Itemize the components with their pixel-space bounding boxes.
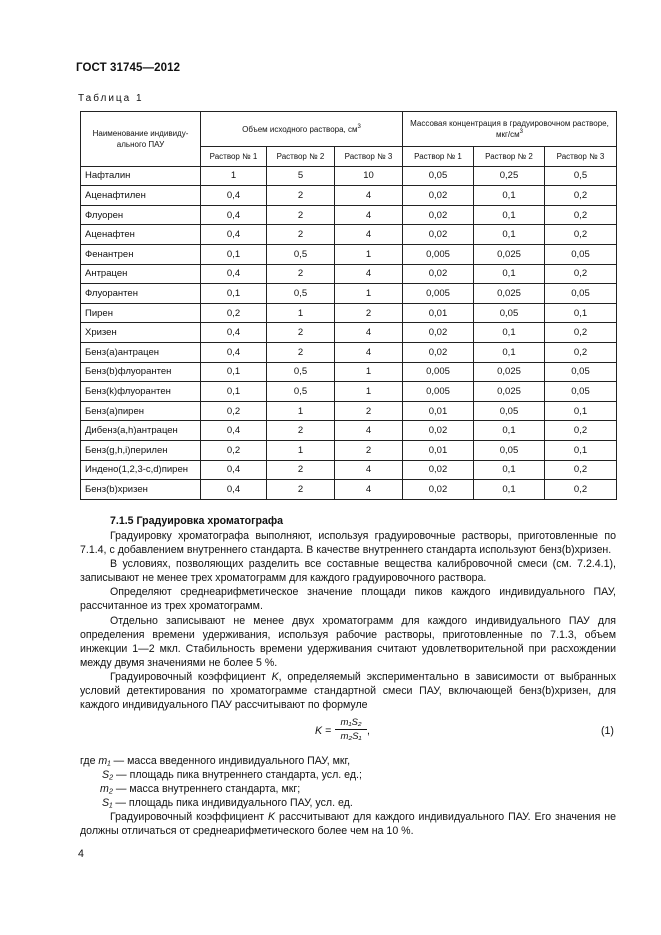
final-paragraph-symbol: K [268,811,276,823]
cell-volume-solution-3: 4 [335,264,403,284]
where-symbol-m2: m₂ [100,783,113,796]
table-row [81,401,617,421]
cell-volume-solution-2: 0,5 [267,382,335,402]
cell-concentration-solution-2: 0,1 [474,323,545,343]
paragraph-average-peak-area: Определяют среднеарифметическое значение площади пиков каждого индивидуального ПАУ, рассчитанное из трех хроматограмм. [80,586,616,613]
cell-concentration-solution-3: 0,2 [545,342,617,362]
paragraph-retention-time: Отдельно записывают не менее двух хроматограмм для каждого индивидуального ПАУ для определения времени удерживания, используя рабочие растворы, приготовленные по 7.1.3, объем инжекции 1—2 мкл. Стабильность времени удерживания считают удовлетворительной при расхождении между двумя значениями не более 5 %. [80,614,616,669]
cell-concentration-solution-3: 0,05 [545,382,617,402]
paragraph-calibration-coefficient [80,670,616,712]
column-group-volume [201,112,403,147]
cell-volume-solution-2: 0,5 [267,244,335,264]
cell-pah-name: Нафталин [81,166,201,186]
table-body [81,166,617,499]
cell-volume-solution-2: 0,5 [267,284,335,304]
cell-volume-solution-2: 1 [267,401,335,421]
concentration-header-text: Массовая концентрация в градуировочном растворе, мкг/см [410,119,609,139]
cell-pah-name: Аценафтен [81,225,201,245]
cell-concentration-solution-2: 0,05 [474,303,545,323]
cell-concentration-solution-1: 0,01 [403,401,474,421]
calibration-solutions-table [80,111,617,500]
cell-concentration-solution-1: 0,005 [403,284,474,304]
cell-concentration-solution-2: 0,025 [474,284,545,304]
cell-concentration-solution-2: 0,1 [474,205,545,225]
cell-pah-name: Дибенз(а,h)антрацен [81,421,201,441]
cell-concentration-solution-3: 0,05 [545,244,617,264]
cell-concentration-solution-2: 0,1 [474,480,545,500]
coef-paragraph-end: , определяемый экспериментально в зависимости от выбранных условий детектирования по хроматограмме стандартной смеси ПАУ, включающей бенз(b)хризен, для каждого индивидуального ПАУ рассчитывают по формуле [80,670,616,712]
cell-volume-solution-3: 4 [335,225,403,245]
formula-number: (1) [601,725,614,737]
cell-concentration-solution-1: 0,02 [403,186,474,206]
cell-pah-name: Бенз(b)флуорантен [81,362,201,382]
section-body [80,529,616,712]
column-group-concentration [403,112,617,147]
cell-pah-name: Пирен [81,303,201,323]
cell-volume-solution-3: 1 [335,284,403,304]
section-heading: 7.1.5 Градуировка хроматографа [110,515,284,527]
cell-concentration-solution-3: 0,1 [545,401,617,421]
cell-pah-name: Бенз(а)пирен [81,401,201,421]
subheader-volume-solution-3: Раствор № 3 [335,147,403,167]
table-row [81,303,617,323]
cell-concentration-solution-1: 0,02 [403,323,474,343]
cell-concentration-solution-2: 0,1 [474,342,545,362]
cell-pah-name: Бенз(а)антрацен [81,342,201,362]
table-row [81,323,617,343]
cell-concentration-solution-2: 0,025 [474,382,545,402]
table-row [81,460,617,480]
cell-volume-solution-1: 0,1 [201,382,267,402]
cell-pah-name: Антрацен [81,264,201,284]
cell-volume-solution-2: 2 [267,264,335,284]
where-text-m2: — масса внутреннего стандарта, мкг; [112,783,301,796]
cell-volume-solution-3: 1 [335,244,403,264]
final-paragraph-end: рассчитывают для каждого индивидуального ПАУ. Его значения не должны отличаться от среднеарифметического более чем на 10 %. [80,811,616,838]
cell-volume-solution-2: 5 [267,166,335,186]
cell-concentration-solution-1: 0,02 [403,205,474,225]
cell-volume-solution-3: 4 [335,480,403,500]
cell-concentration-solution-1: 0,02 [403,264,474,284]
where-symbol-s1: S₁ [102,797,113,810]
cell-concentration-solution-2: 0,1 [474,186,545,206]
cell-concentration-solution-3: 0,1 [545,303,617,323]
cell-volume-solution-1: 0,4 [201,460,267,480]
table-row [81,362,617,382]
cell-pah-name: Индено(1,2,3-c,d)пирен [81,460,201,480]
formula-suffix: , [367,725,370,737]
table-row [81,440,617,460]
cell-pah-name: Хризен [81,323,201,343]
table-title: Таблица 1 [78,93,144,104]
cell-concentration-solution-3: 0,5 [545,166,617,186]
cell-concentration-solution-3: 0,05 [545,284,617,304]
cell-pah-name: Флуорен [81,205,201,225]
cell-pah-name: Бенз(g,h,i)перилен [81,440,201,460]
table-row [81,225,617,245]
where-symbol-s2: S₂ [102,769,114,782]
subheader-volume-solution-1: Раствор № 1 [201,147,267,167]
page-number: 4 [78,848,84,860]
cell-volume-solution-2: 1 [267,303,335,323]
where-text-s2: — площадь пика внутреннего стандарта, усл. ед.; [113,769,362,782]
cell-volume-solution-3: 4 [335,205,403,225]
paragraph-calibration-method: Градуировку хроматографа выполняют, используя градуировочные растворы, приготовленные по 7.1.4, с добавлением внутреннего стандарта. В качестве внутреннего стандарта используют бенз(b)хризен. [80,530,616,557]
cell-volume-solution-1: 0,2 [201,440,267,460]
cell-concentration-solution-1: 0,01 [403,440,474,460]
where-item-1 [80,754,362,768]
cell-volume-solution-1: 0,2 [201,303,267,323]
cell-concentration-solution-3: 0,2 [545,205,617,225]
cell-volume-solution-1: 0,1 [201,362,267,382]
cell-volume-solution-1: 0,1 [201,284,267,304]
cell-concentration-solution-1: 0,02 [403,342,474,362]
cell-concentration-solution-2: 0,1 [474,460,545,480]
cell-pah-name: Аценафтилен [81,186,201,206]
cell-pah-name: Бенз(k)флуорантен [81,382,201,402]
cell-volume-solution-3: 4 [335,342,403,362]
formula-numerator: m₁S₂ [335,717,367,730]
cell-concentration-solution-2: 0,1 [474,225,545,245]
cell-volume-solution-3: 1 [335,382,403,402]
table-row [81,264,617,284]
subheader-concentration-solution-1: Раствор № 1 [403,147,474,167]
cell-concentration-solution-3: 0,1 [545,440,617,460]
table-row [81,421,617,441]
cell-volume-solution-2: 2 [267,205,335,225]
cell-volume-solution-3: 2 [335,303,403,323]
cell-concentration-solution-2: 0,25 [474,166,545,186]
cell-concentration-solution-1: 0,005 [403,382,474,402]
table-row [81,342,617,362]
cell-concentration-solution-2: 0,1 [474,421,545,441]
subheader-volume-solution-2: Раствор № 2 [267,147,335,167]
cell-volume-solution-1: 0,4 [201,323,267,343]
table-row [81,284,617,304]
table-row [81,244,617,264]
cell-concentration-solution-3: 0,2 [545,323,617,343]
cell-concentration-solution-1: 0,005 [403,244,474,264]
cell-volume-solution-1: 0,4 [201,225,267,245]
concentration-unit-power: 3 [519,129,523,135]
where-item-4 [80,796,362,810]
volume-unit-power: 3 [357,123,361,130]
cell-concentration-solution-3: 0,2 [545,186,617,206]
table-row [81,480,617,500]
cell-pah-name: Бенз(b)хризен [81,480,201,500]
cell-concentration-solution-1: 0,02 [403,480,474,500]
final-paragraph-start: Градуировочный коэффициент [110,811,269,823]
cell-volume-solution-2: 2 [267,323,335,343]
cell-pah-name: Фенантрен [81,244,201,264]
paragraph-chromatogram-recording: В условиях, позволяющих разделить все составные вещества калибровочной смеси (см. 7.2.4.1), записывают не менее трех хроматограмм для каждого градуировочного раствора. [80,558,616,585]
table-row [81,205,617,225]
cell-volume-solution-3: 4 [335,460,403,480]
cell-concentration-solution-1: 0,01 [403,303,474,323]
where-text-m1: — масса введенного индивидуального ПАУ, мкг, [110,755,351,767]
cell-concentration-solution-3: 0,2 [545,460,617,480]
cell-volume-solution-3: 2 [335,401,403,421]
cell-concentration-solution-3: 0,2 [545,225,617,245]
cell-volume-solution-1: 0,4 [201,186,267,206]
cell-concentration-solution-1: 0,02 [403,460,474,480]
cell-concentration-solution-1: 0,02 [403,421,474,441]
where-list [80,754,362,810]
where-item-3 [80,782,362,796]
cell-volume-solution-1: 0,1 [201,244,267,264]
document-header-standard: ГОСТ 31745—2012 [76,62,181,74]
cell-concentration-solution-3: 0,2 [545,421,617,441]
formula-lhs: K = [315,725,332,737]
table-row [81,166,617,186]
cell-concentration-solution-2: 0,05 [474,401,545,421]
where-text-s1: — площадь пика индивидуального ПАУ, усл. ед. [112,797,353,810]
cell-volume-solution-2: 2 [267,225,335,245]
cell-volume-solution-1: 0,2 [201,401,267,421]
cell-volume-solution-2: 2 [267,460,335,480]
cell-volume-solution-2: 2 [267,186,335,206]
cell-volume-solution-1: 1 [201,166,267,186]
where-prefix: где [80,755,96,767]
cell-volume-solution-1: 0,4 [201,480,267,500]
cell-concentration-solution-3: 0,2 [545,264,617,284]
cell-concentration-solution-2: 0,025 [474,362,545,382]
coef-symbol: K [271,670,279,683]
cell-concentration-solution-2: 0,05 [474,440,545,460]
cell-concentration-solution-3: 0,2 [545,480,617,500]
paragraph-coefficient-requirement [80,810,616,838]
final-paragraph-block [80,810,616,838]
cell-concentration-solution-1: 0,005 [403,362,474,382]
where-symbol-m1: m₁ [98,755,111,767]
subheader-concentration-solution-3: Раствор № 3 [545,147,617,167]
cell-volume-solution-3: 10 [335,166,403,186]
cell-volume-solution-2: 2 [267,480,335,500]
cell-volume-solution-3: 2 [335,440,403,460]
cell-concentration-solution-2: 0,025 [474,244,545,264]
formula-denominator: m₂S₁ [340,731,362,742]
cell-volume-solution-1: 0,4 [201,421,267,441]
cell-volume-solution-3: 4 [335,186,403,206]
cell-concentration-solution-3: 0,05 [545,362,617,382]
cell-concentration-solution-2: 0,1 [474,264,545,284]
cell-volume-solution-2: 1 [267,440,335,460]
where-item-2 [80,768,362,782]
volume-header-text: Объем исходного раствора, см [242,124,358,134]
subheader-concentration-solution-2: Раствор № 2 [474,147,545,167]
table-row [81,382,617,402]
table-row [81,186,617,206]
cell-pah-name: Флуорантен [81,284,201,304]
cell-volume-solution-3: 4 [335,421,403,441]
coef-paragraph-start: Градуировочный коэффициент [110,670,272,683]
cell-volume-solution-2: 2 [267,421,335,441]
cell-volume-solution-1: 0,4 [201,264,267,284]
formula-block [0,719,661,747]
cell-concentration-solution-1: 0,02 [403,225,474,245]
column-header-pah-name: Наименование индивиду- ального ПАУ [81,112,201,167]
formula-fraction [335,717,367,742]
cell-volume-solution-3: 4 [335,323,403,343]
cell-volume-solution-1: 0,4 [201,205,267,225]
cell-concentration-solution-1: 0,05 [403,166,474,186]
cell-volume-solution-3: 1 [335,362,403,382]
cell-volume-solution-1: 0,4 [201,342,267,362]
cell-volume-solution-2: 0,5 [267,362,335,382]
cell-volume-solution-2: 2 [267,342,335,362]
